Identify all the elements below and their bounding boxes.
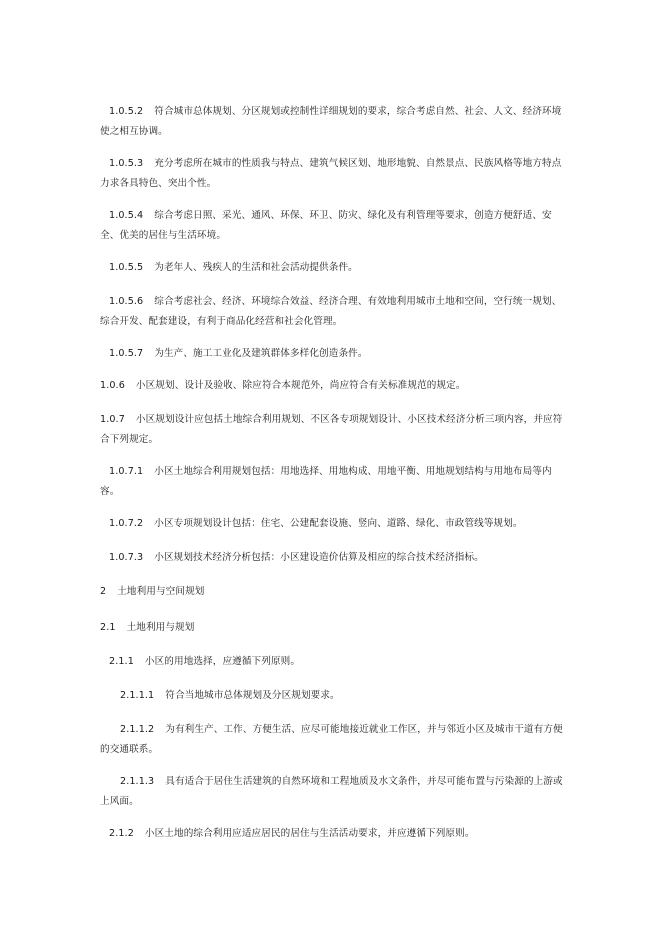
clause-text: 为生产、施工工业化及建筑群体多样化创造条件。 xyxy=(154,348,368,359)
clause-number: 1.0.5.6 xyxy=(109,296,144,307)
paragraph-1-0-5-7 xyxy=(100,344,566,364)
clause-text: 小区的用地选择，应遵循下列原则。 xyxy=(144,656,301,667)
paragraph-1-0-5-4 xyxy=(100,206,566,246)
paragraph-1-0-5-5 xyxy=(100,258,566,278)
paragraph-2-1-1-3 xyxy=(100,772,566,812)
clause-number: 1.0.7.3 xyxy=(109,552,144,563)
clause-number: 1.0.7.2 xyxy=(109,518,144,529)
clause-text: 符合城市总体规划、分区规划或控制性详细规划的要求，综合考虑自然、社会、人文、经济环境使之相互协调。 xyxy=(100,106,562,137)
section-title: 土地利用与规划 xyxy=(126,622,195,633)
clause-number: 1.0.5.7 xyxy=(109,348,144,359)
clause-number: 1.0.5.3 xyxy=(109,158,144,169)
paragraph-1-0-7-2 xyxy=(100,514,566,534)
clause-number: 2.1.2 xyxy=(109,828,134,839)
paragraph-2-1-1-1 xyxy=(100,686,566,706)
paragraph-2-1-2 xyxy=(100,824,566,844)
clause-number: 1.0.5.5 xyxy=(109,262,144,273)
clause-number: 1.0.5.4 xyxy=(109,210,144,221)
clause-number: 1.0.7 xyxy=(100,414,125,425)
clause-number: 2.1.1.1 xyxy=(120,690,155,701)
clause-text: 小区规划技术经济分析包括：小区建设造价估算及相应的综合技术经济指标。 xyxy=(154,552,484,563)
clause-text: 小区规划设计应包括土地综合利用规划、不区各专项规划设计、小区技术经济分析三项内容，并应符合下列规定。 xyxy=(100,414,563,445)
clause-number: 1.0.6 xyxy=(100,380,125,391)
paragraph-1-0-6 xyxy=(100,376,566,396)
clause-number: 2.1.1.3 xyxy=(120,776,155,787)
section-heading-2 xyxy=(100,582,566,602)
paragraph-1-0-7 xyxy=(100,410,566,450)
paragraph-1-0-5-6 xyxy=(100,292,566,332)
paragraph-1-0-7-1 xyxy=(100,462,566,502)
paragraph-2-1-1 xyxy=(100,652,566,672)
section-number: 2 xyxy=(100,586,107,597)
clause-text: 具有适合于居住生活建筑的自然环境和工程地质及水文条件，并尽可能布置与污染源的上游或上风面。 xyxy=(100,776,563,807)
paragraph-1-0-7-3 xyxy=(100,548,566,568)
clause-text: 为老年人、残疾人的生活和社会活动提供条件。 xyxy=(154,262,358,273)
clause-number: 2.1.1.2 xyxy=(120,724,155,735)
section-title: 土地利用与空间规划 xyxy=(117,586,205,597)
clause-text: 综合考虑社会、经济、环境综合效益、经济合理、有效地利用城市土地和空间，空行统一规划、综合开发、配套建设，有利于商品化经营和社会化管理。 xyxy=(100,296,562,327)
clause-text: 小区土地的综合利用应适应居民的居住与生活活动要求，并应遵循下列原则。 xyxy=(144,828,475,839)
section-number: 2.1 xyxy=(100,622,116,633)
clause-text: 为有利生产、工作、方便生活、应尽可能地接近就业工作区，并与邻近小区及城市干道有方便的交通联系。 xyxy=(100,724,563,755)
clause-text: 充分考虑所在城市的性质我与特点、建筑气候区划、地形地貌、自然景点、民族风格等地方特点力求各具特色、突出个性。 xyxy=(100,158,562,189)
clause-text: 小区专项规划设计包括：住宅、公建配套设施、竖向、道路、绿化、市政管线等规划。 xyxy=(154,518,523,529)
clause-text: 小区土地综合利用规划包括：用地选择、用地构成、用地平衡、用地规划结构与用地布局等内容。 xyxy=(100,466,552,497)
clause-number: 2.1.1 xyxy=(109,656,134,667)
clause-number: 1.0.7.1 xyxy=(109,466,144,477)
section-heading-2-1 xyxy=(100,618,566,638)
paragraph-1-0-5-3 xyxy=(100,154,566,194)
clause-text: 符合当地城市总体规划及分区规划要求。 xyxy=(165,690,340,701)
paragraph-1-0-5-2 xyxy=(100,102,566,142)
clause-text: 小区规划、设计及验收、除应符合本规范外，尚应符合有关标准规范的规定。 xyxy=(135,380,466,391)
clause-text: 综合考虑日照、采光、通风、环保、环卫、防灾、绿化及有利管理等要求，创造方便舒适、安全、优美的居住与生活环境。 xyxy=(100,210,552,241)
paragraph-2-1-1-2 xyxy=(100,720,566,760)
clause-number: 1.0.5.2 xyxy=(109,106,144,117)
